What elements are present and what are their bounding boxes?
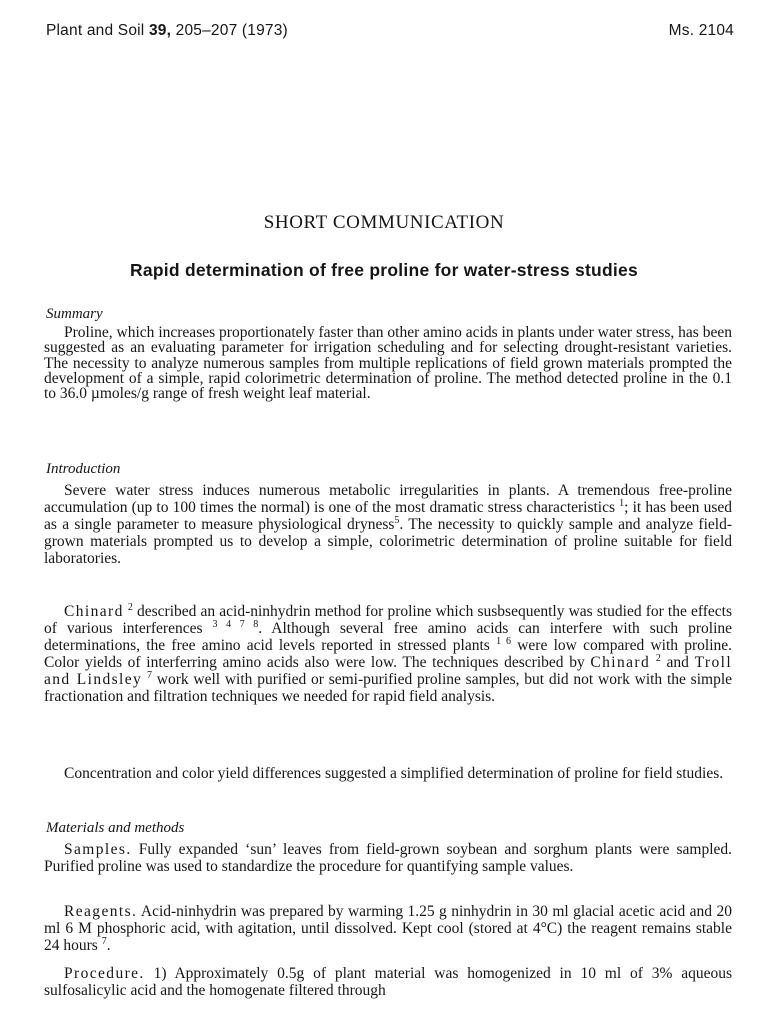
running-head [46, 22, 734, 44]
author-name: Chinard [590, 654, 651, 672]
methods-reagents-paragraph: Reagents. Acid-ninhydrin was prepared by warming 1.25 g ninhydrin in 30 ml glacial acetic acid and 20 ml 6 M phosphoric acid, with agitation, until dissolved. Kept cool (stored at 4°C) the reagent remains stable 24 hours $^7$. [44, 903, 732, 955]
journal-citation [46, 22, 288, 40]
journal-name: Plant and Soil [46, 22, 145, 39]
reference-marker: 1 6 [496, 636, 511, 648]
article-title: Rapid determination of free proline for water-stress studies [129, 260, 639, 280]
methods-heading: Materials and methods [46, 820, 185, 836]
introduction-paragraph-2: Chinard $^2$ described an acid-ninhydrin method for proline which susbsequently was studied for the effects of various interferences $^{3 4 7 8}$. Although several free amino acids can interfere with such proline determinations, the free amino acid levels reported in stressed plants $^{1 6}$ were low compared with proline. Color yields of interferring amino acids also were low. The techniques described by Chinard $^2$ and Troll and Lindsley $^7$ work well with purified or semi-purified proline samples, but did not work with the simple fractionation and filtration techniques we needed for rapid field analysis. [44, 602, 733, 706]
reference-marker: 5 [394, 515, 400, 527]
introduction-paragraph-3: Concentration and color yield differences suggested a simplified determination of proline for field studies. [64, 765, 724, 782]
procedure-label: Procedure. [64, 965, 145, 982]
reference-marker: 2 [127, 602, 133, 613]
reagents-label: Reagents. [64, 903, 138, 920]
reference-marker: 3 4 7 8 [212, 619, 259, 631]
introduction-paragraph-1: Severe water stress induces numerous metabolic irregularities in plants. A tremendous free-proline accumulation (up to 100 times the normal) is one of the most dramatic stress characteristics $^1$; it has been used as a single parameter to measure physiological dryness$^5$. The necessity to quickly sample and analyze field-grown materials prompted us to develop a simple, colorimetric determination of proline suitable for field laboratories. [44, 482, 732, 568]
summary-paragraph: Proline, which increases proportionately faster than other amino acids in plants under water stress, has been suggested as an evaluating parameter for irrigation scheduling and for selecting drought-resistant varieties. The necessity to analyze numerous samples from multiple replications of field grown materials prompted the development of a simple, rapid colorimetric determination of proline. The method detected proline in the 0.1 to 36.0 µmoles/g range of fresh weight leaf material. [44, 324, 732, 403]
article-type-heading: SHORT COMMUNICATION [263, 212, 505, 233]
reference-marker: 7 [146, 670, 152, 682]
samples-label: Samples. [64, 841, 132, 858]
reference-marker: 1 [619, 498, 625, 510]
reference-marker: 2 [655, 653, 661, 665]
methods-samples-paragraph: Samples. Fully expanded ‘sun’ leaves from field-grown soybean and sorghum plants were sampled. Purified proline was used to standardize the procedure for quantifying sample values. [44, 841, 733, 876]
methods-procedure-paragraph: Procedure. 1) Approximately 0.5g of plant material was homogenized in 10 ml of 3% aqueous sulfosalicylic acid and the homogenate filtered through [44, 965, 733, 1000]
summary-heading: Summary [46, 306, 103, 322]
author-name: Chinard [64, 603, 124, 620]
reference-marker: 7 [101, 936, 107, 948]
journal-pages-year: 205–207 (1973) [175, 22, 288, 39]
manuscript-number: Ms. 2104 [668, 22, 734, 39]
author-name: Troll and Lindsley [44, 654, 733, 689]
journal-volume: 39, [148, 22, 172, 39]
introduction-heading: Introduction [46, 461, 121, 477]
